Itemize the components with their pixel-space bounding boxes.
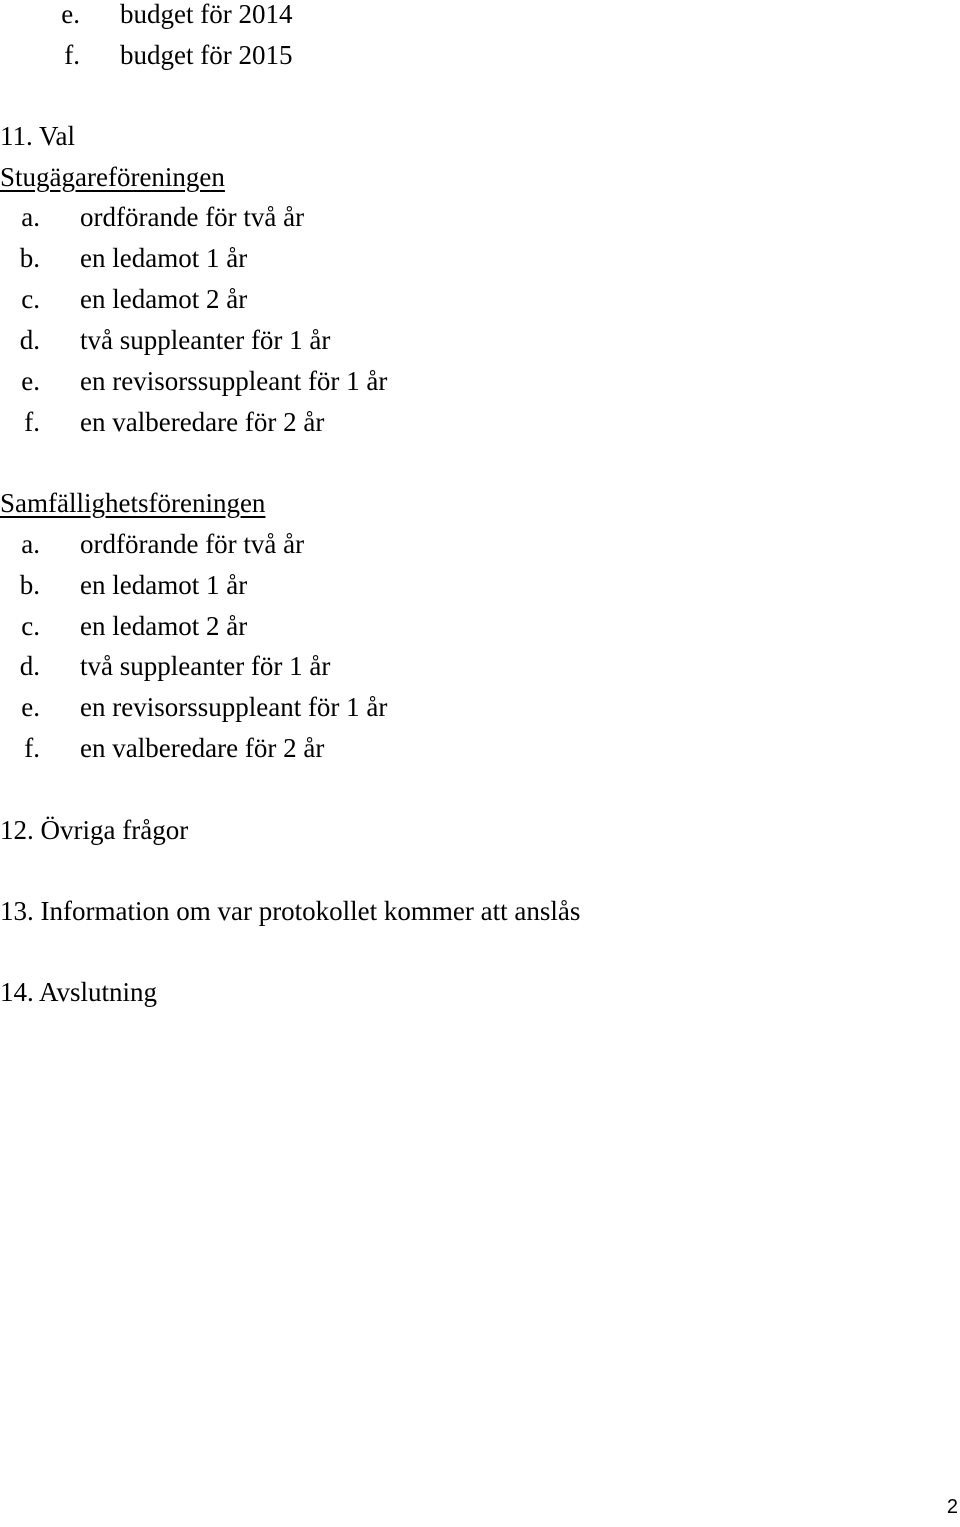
list-text: två suppleanter för 1 år [80,651,331,681]
subsection-title-stugagareforeningen: Stugägareföreningen [0,162,225,192]
list-text: en revisorssuppleant för 1 år [80,366,388,396]
list-marker: a. [21,529,40,559]
list-text: en ledamot 2 år [80,284,248,314]
list-text: en ledamot 2 år [80,611,248,641]
list-marker: d. [19,325,40,355]
list-marker: f. [24,733,40,763]
list-text: en valberedare för 2 år [80,407,325,437]
list-marker: e. [21,692,40,722]
section-heading-ovriga-fragor: 12. Övriga frågor [0,815,189,845]
list-text: ordförande för två år [80,529,305,559]
section-heading-val: 11. Val [0,121,76,151]
list-marker: d. [19,651,40,681]
list-text: två suppleanter för 1 år [80,325,331,355]
list-text: en ledamot 1 år [80,570,248,600]
list-text: budget för 2014 [120,0,293,29]
subsection-title-samfallighetsforeningen: Samfällighetsföreningen [0,488,266,518]
list-marker: f. [64,40,80,70]
list-marker: e. [61,0,80,29]
list-marker: c. [21,611,40,641]
list-marker: b. [19,570,40,600]
list-marker: f. [24,407,40,437]
list-marker: c. [21,284,40,314]
page-number: 2 [946,1496,958,1518]
list-text: en revisorssuppleant för 1 år [80,692,388,722]
list-marker: b. [19,243,40,273]
list-marker: e. [21,366,40,396]
list-text: en ledamot 1 år [80,243,248,273]
list-text: ordförande för två år [80,202,305,232]
list-marker: a. [21,202,40,232]
list-text: budget för 2015 [120,40,293,70]
section-heading-information: 13. Information om var protokollet kommer att anslås [0,896,581,926]
section-heading-avslutning: 14. Avslutning [0,977,158,1007]
list-text: en valberedare för 2 år [80,733,325,763]
